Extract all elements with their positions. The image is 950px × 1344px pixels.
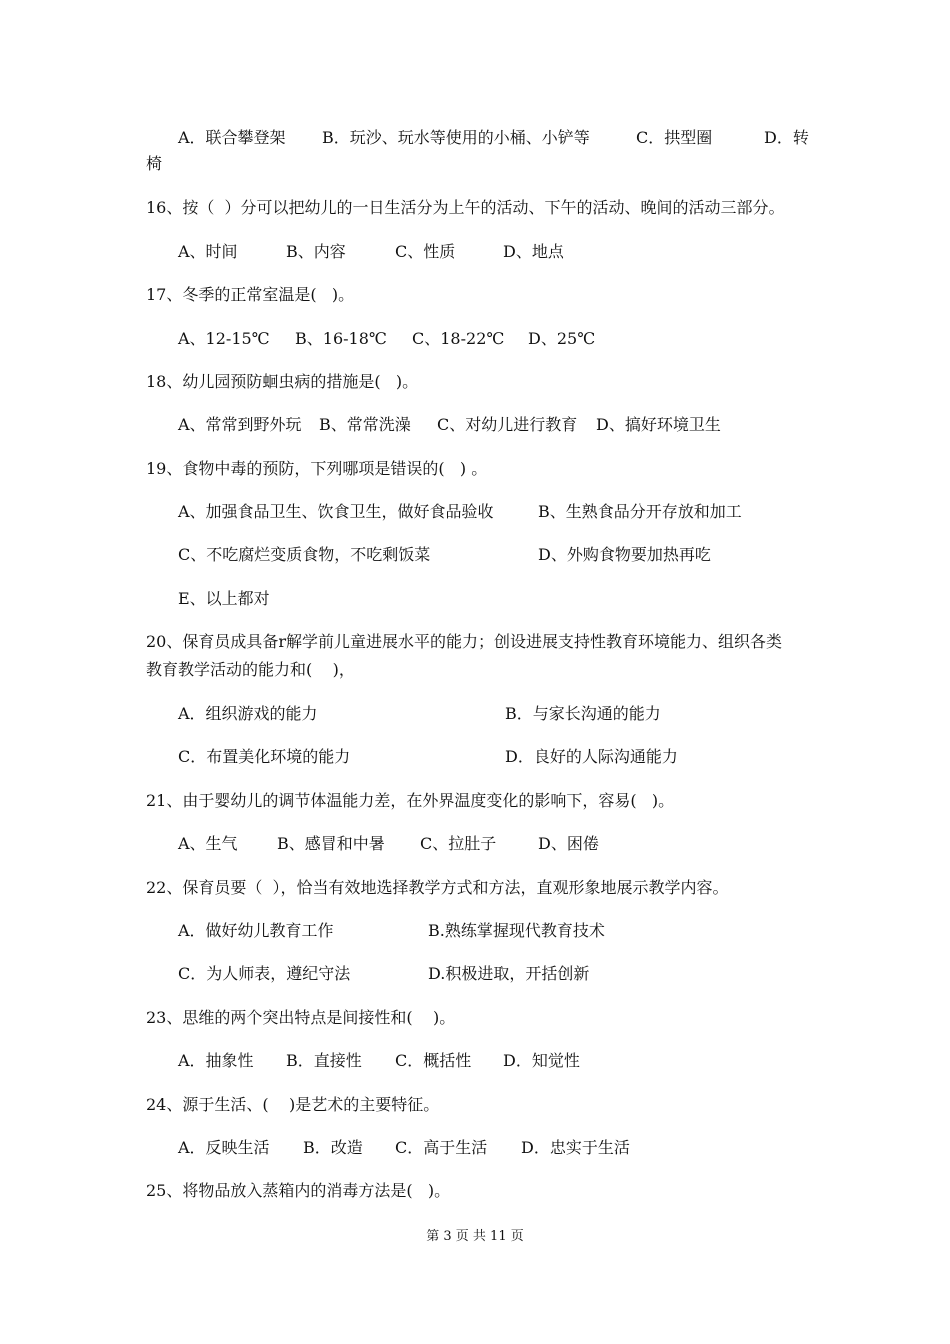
- question-25-stem: 25、将物品放入蒸箱内的消毒方法是( )。: [146, 1181, 451, 1200]
- q23-option-c: C．概括性: [395, 1051, 472, 1070]
- q22-option-c: C．为人师表，遵纪守法: [178, 964, 351, 983]
- q19-option-d: D、外购食物要加热再吃: [538, 545, 711, 564]
- q16-option-a: A、时间: [178, 242, 238, 261]
- q23-option-b: B．直接性: [286, 1051, 362, 1070]
- q17-option-c: C、18-22℃: [412, 329, 505, 348]
- q15-option-a: A．联合攀登架: [178, 128, 286, 147]
- q21-option-a: A、生气: [178, 834, 238, 853]
- q18-option-c: C、对幼儿进行教育: [437, 415, 578, 434]
- q18-option-d: D、搞好环境卫生: [596, 415, 721, 434]
- q17-option-d: D、25℃: [528, 329, 596, 348]
- q16-option-b: B、内容: [286, 242, 346, 261]
- q16-option-d: D、地点: [503, 242, 564, 261]
- q18-option-a: A、常常到野外玩: [178, 415, 302, 434]
- question-19-stem: 19、食物中毒的预防，下列哪项是错误的( ) 。: [146, 459, 488, 478]
- q15-option-b: B．玩沙、玩水等使用的小桶、小铲等: [322, 128, 590, 147]
- question-20-stem: 20、保育员成具备r解学前儿童进展水平的能力；创设进展支持性教育环境能力、组织各类: [146, 632, 783, 651]
- q22-option-a: A．做好幼儿教育工作: [178, 921, 334, 940]
- q24-option-d: D．忠实于生活: [521, 1138, 630, 1157]
- q15-option-c: C．拱型圈: [636, 128, 713, 147]
- q24-option-c: C．高于生活: [395, 1138, 488, 1157]
- question-17-stem: 17、冬季的正常室温是( )。: [146, 285, 355, 304]
- question-16-stem: 16、按（ ）分可以把幼儿的一日生活分为上午的活动、下午的活动、晚间的活动三部分。: [146, 198, 785, 217]
- q22-option-b: B.熟练掌握现代教育技术: [428, 921, 605, 940]
- question-24-stem: 24、源于生活、( )是艺术的主要特征。: [146, 1095, 440, 1114]
- q16-option-c: C、性质: [395, 242, 456, 261]
- q24-option-a: A．反映生活: [178, 1138, 270, 1157]
- question-20-stem-cont: 教育教学活动的能力和( )，: [146, 660, 355, 679]
- question-21-stem: 21、由于婴幼儿的调节体温能力差，在外界温度变化的影响下，容易( )。: [146, 791, 675, 810]
- q20-option-c: C．布置美化环境的能力: [178, 747, 351, 766]
- q15-option-d-wrap: 椅: [146, 154, 163, 173]
- q21-option-d: D、困倦: [538, 834, 599, 853]
- q21-option-b: B、感冒和中暑: [277, 834, 385, 853]
- q19-option-c: C、不吃腐烂变质食物，不吃剩饭菜: [178, 545, 431, 564]
- q20-option-d: D．良好的人际沟通能力: [505, 747, 678, 766]
- page-number-footer: 第 3 页 共 11 页: [426, 1229, 524, 1244]
- q21-option-c: C、拉肚子: [420, 834, 497, 853]
- q20-option-a: A．组织游戏的能力: [178, 704, 318, 723]
- q20-option-b: B．与家长沟通的能力: [505, 704, 661, 723]
- q19-option-b: B、生熟食品分开存放和加工: [538, 502, 742, 521]
- question-23-stem: 23、思维的两个突出特点是间接性和( )。: [146, 1008, 456, 1027]
- q19-option-a: A、加强食品卫生、饮食卫生，做好食品验收: [178, 502, 494, 521]
- q24-option-b: B．改造: [303, 1138, 363, 1157]
- q22-option-d: D.积极进取，开括创新: [428, 964, 590, 983]
- q17-option-b: B、16-18℃: [295, 329, 387, 348]
- q18-option-b: B、常常洗澡: [319, 415, 411, 434]
- q15-option-d: D．转: [764, 128, 809, 147]
- question-22-stem: 22、保育员要（ ），恰当有效地选择教学方式和方法，直观形象地展示教学内容。: [146, 878, 729, 897]
- question-18-stem: 18、幼儿园预防蛔虫病的措施是( )。: [146, 372, 419, 391]
- q23-option-d: D．知觉性: [503, 1051, 580, 1070]
- q17-option-a: A、12-15℃: [178, 329, 270, 348]
- q23-option-a: A．抽象性: [178, 1051, 254, 1070]
- q19-option-e: E、以上都对: [178, 589, 270, 608]
